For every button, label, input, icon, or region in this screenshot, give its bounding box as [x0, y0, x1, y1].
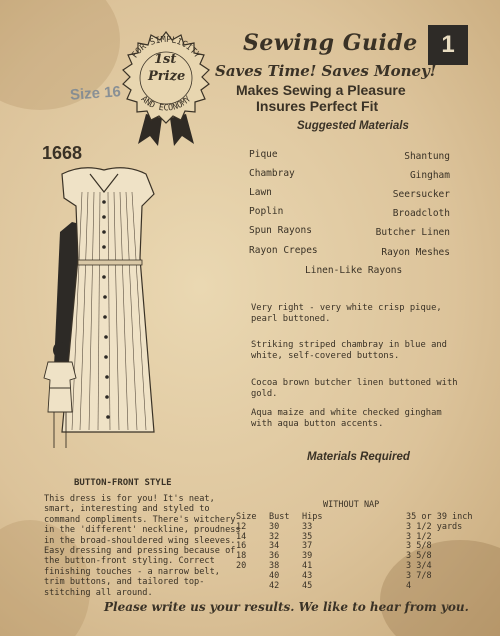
- page-title: Sewing Guide: [243, 30, 418, 56]
- yardage-cell: 3 1/2: [406, 531, 432, 542]
- material-right: Seersucker: [392, 189, 450, 200]
- style-heading: BUTTON-FRONT STYLE: [74, 478, 172, 488]
- fabric-description: Aqua maize and white checked gingham with aqua button accents.: [251, 408, 442, 429]
- without-nap-label: WITHOUT NAP: [323, 500, 380, 510]
- dress-illustration: [42, 162, 166, 452]
- bust-cell: 32: [269, 531, 280, 542]
- yardage-cell: 3 3/4: [406, 560, 432, 571]
- bust-cell: 36: [269, 551, 280, 562]
- size-cell: 12: [236, 521, 247, 532]
- size-stamp: Size 16: [69, 83, 122, 104]
- hips-cell: 43: [302, 570, 313, 581]
- hips-cell: 45: [302, 580, 313, 591]
- prize-label: Prize: [148, 69, 186, 84]
- hips-cell: 39: [302, 551, 313, 562]
- prize-seal-icon: [116, 26, 216, 150]
- material-left: Poplin: [249, 206, 284, 217]
- material-right: Butcher Linen: [375, 227, 450, 238]
- size-cell: 14: [236, 531, 247, 542]
- material-center: Linen-Like Rayons: [305, 265, 403, 276]
- yardage-cell: 3 5/8: [406, 551, 432, 562]
- subline-fit: Insures Perfect Fit: [256, 98, 379, 114]
- fabric-description: Cocoa brown butcher linen buttoned with gold.: [251, 378, 458, 399]
- pattern-number: 1668: [42, 143, 83, 163]
- material-right: Broadcloth: [392, 208, 450, 219]
- size-cell: 16: [236, 541, 247, 552]
- table-row: [236, 582, 473, 592]
- bust-cell: 40: [269, 570, 280, 581]
- bust-cell: 38: [269, 560, 280, 571]
- material-right: Rayon Meshes: [381, 247, 450, 258]
- material-left: Pique: [249, 149, 278, 160]
- bust-cell: 42: [269, 580, 280, 591]
- fabric-description: Striking striped chambray in blue and white, self-covered buttons.: [251, 340, 447, 361]
- fabric-description: Very right - very white crisp pique, pearl buttoned.: [251, 303, 442, 324]
- yardage-cell: 4: [406, 580, 412, 591]
- material-left: Lawn: [249, 187, 272, 198]
- bust-cell: 34: [269, 541, 280, 552]
- material-left: Rayon Crepes: [249, 245, 318, 256]
- page-number-badge: 1: [428, 25, 468, 65]
- material-right: Gingham: [409, 170, 450, 181]
- yardage-cell: 3 1/2 yards: [406, 521, 463, 532]
- yardage-table: [236, 513, 476, 591]
- material-left: Spun Rayons: [249, 225, 312, 236]
- material-right: Shantung: [404, 151, 450, 162]
- style-description: This dress is for you! It's neat, smart, interesting and styled to command compliments. There's witchery in the 'different' neckline, proudness in the broad-shouldered wing sleeves. Easy dressing and pressing because of the button-front styling. Correct finishing touches - a narrow belt, trim buttons, and tailored top-stitching all around.: [44, 494, 241, 598]
- yardage-cell: 3 7/8: [406, 570, 432, 581]
- column-header: Bust: [269, 512, 290, 522]
- prize-rank: 1st: [154, 52, 177, 67]
- column-header: Hips: [302, 512, 323, 522]
- hips-cell: 41: [302, 560, 313, 571]
- column-header: 35 or 39 inch: [406, 512, 473, 522]
- yardage-cell: 3 5/8: [406, 541, 432, 552]
- material-left: Chambray: [249, 168, 295, 179]
- footer-note: Please write us your results. We like to hear from you.: [104, 600, 469, 614]
- subline-pleasure: Makes Sewing a Pleasure: [236, 82, 406, 98]
- size-cell: 18: [236, 551, 247, 562]
- suggested-materials-heading: Suggested Materials: [297, 120, 409, 132]
- tagline: Saves Time! Saves Money!: [215, 62, 437, 80]
- hips-cell: 35: [302, 531, 313, 542]
- hips-cell: 33: [302, 521, 313, 532]
- hips-cell: 37: [302, 541, 313, 552]
- materials-required-heading: Materials Required: [307, 451, 410, 463]
- column-header: Size: [236, 512, 257, 522]
- svg-text:FOR SIMPLICITY: FOR SIMPLICITY: [130, 34, 202, 61]
- size-cell: 20: [236, 560, 247, 571]
- svg-text:AND ECONOMY: AND ECONOMY: [138, 94, 194, 114]
- bust-cell: 30: [269, 521, 280, 532]
